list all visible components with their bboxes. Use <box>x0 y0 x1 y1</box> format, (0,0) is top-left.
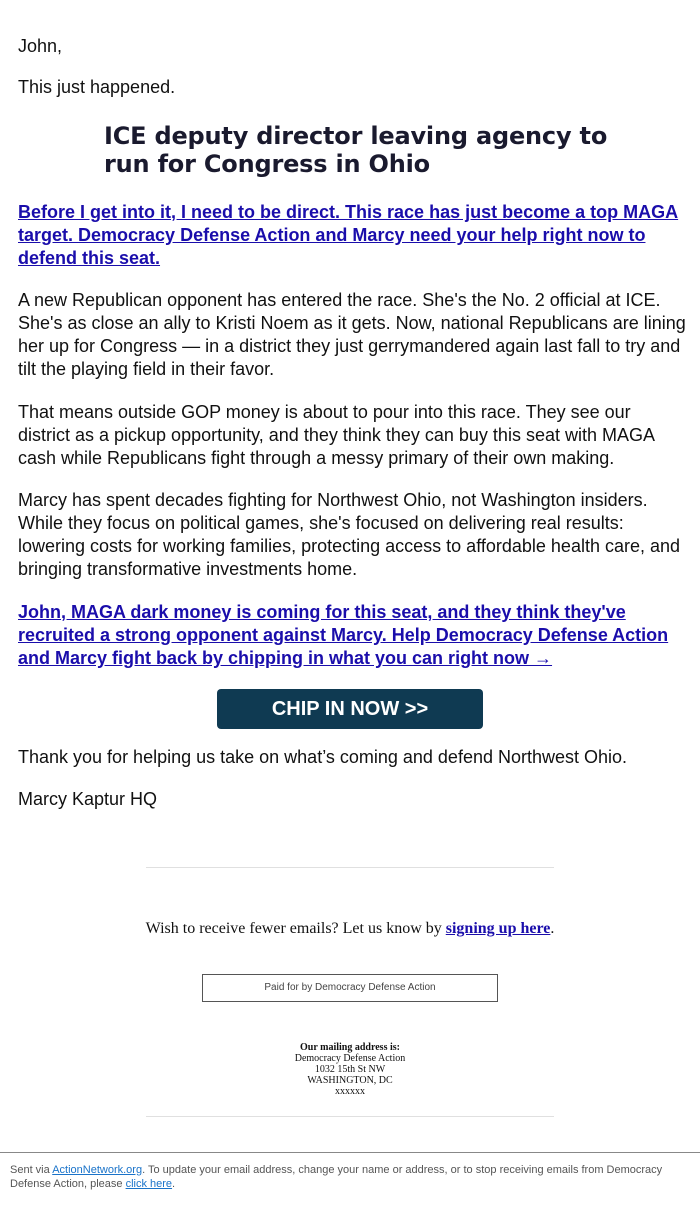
intro-line: This just happened. <box>18 77 176 97</box>
cta-donate-link[interactable]: John, MAGA dark money is coming for this seat, and they think they've recruited a strong opponent against Marcy. Help Democracy Defense Action and Marcy fight back by chipping in what you can right now → <box>18 602 669 668</box>
headline: ICE deputy director leaving agency to run for Congress in Ohio <box>104 122 608 178</box>
paragraph-3: Marcy has spent decades fighting for Northwest Ohio, not Washington insiders. While they focus on political games, she's focused on delivering real results: lowering costs for working families, protecting access to affordable health care, and bringing transformative investments home. <box>18 490 681 579</box>
address-label: Our mailing address is: <box>300 1042 400 1053</box>
thanks-line: Thank you for helping us take on what’s coming and defend Northwest Ohio. <box>18 747 628 767</box>
divider-top <box>146 867 554 868</box>
unsubscribe-link[interactable]: click here <box>125 1178 173 1190</box>
address-line: 1032 15th St NW <box>314 1064 386 1075</box>
address-line: Democracy Defense Action <box>294 1053 406 1064</box>
sent-via-end: . <box>172 1178 176 1190</box>
lead-donate-link[interactable]: Before I get into it, I need to be direct. This race has just become a top MAGA target. Democracy Defense Action and Marcy need your help right now to defend this seat. <box>18 202 679 268</box>
fewer-emails-line <box>0 920 700 938</box>
address-line: WASHINGTON, DC <box>307 1075 393 1086</box>
address-line: xxxxxx <box>335 1086 365 1097</box>
sent-via-middle: . To update your email address, change your name or address, or to stop receiving emails from Democracy Defense Action, please <box>10 1164 663 1190</box>
paid-for-box: Paid for by Democracy Defense Action <box>202 974 498 1002</box>
fewer-emails-text: Wish to receive fewer emails? Let us know by <box>145 920 446 937</box>
divider-bottom <box>146 1116 554 1117</box>
fewer-emails-end: . <box>550 920 555 937</box>
sent-via-prefix: Sent via <box>10 1164 53 1176</box>
paragraph-1: A new Republican opponent has entered the race. She's the No. 2 official at ICE. She's as close an ally to Kristi Noem as it gets. Now, national Republicans are lining her up for Congress — in a district they just gerrymandered again last fall to try and tilt the playing field in their favor. <box>18 290 686 379</box>
actionnetwork-link[interactable]: ActionNetwork.org <box>52 1164 143 1176</box>
chip-in-button[interactable]: CHIP IN NOW >> <box>217 689 483 729</box>
greeting: John, <box>18 36 63 56</box>
mailing-address <box>0 1042 700 1097</box>
footer-rule <box>0 1152 700 1153</box>
signoff: Marcy Kaptur HQ <box>18 789 158 809</box>
sent-via-footer <box>10 1163 690 1191</box>
paragraph-2: That means outside GOP money is about to pour into this race. They see our district as a pickup opportunity, and they think they can buy this seat with MAGA cash while Republicans fight through a messy primary of their own making. <box>18 402 654 468</box>
signing-up-link[interactable]: signing up here <box>445 920 551 937</box>
